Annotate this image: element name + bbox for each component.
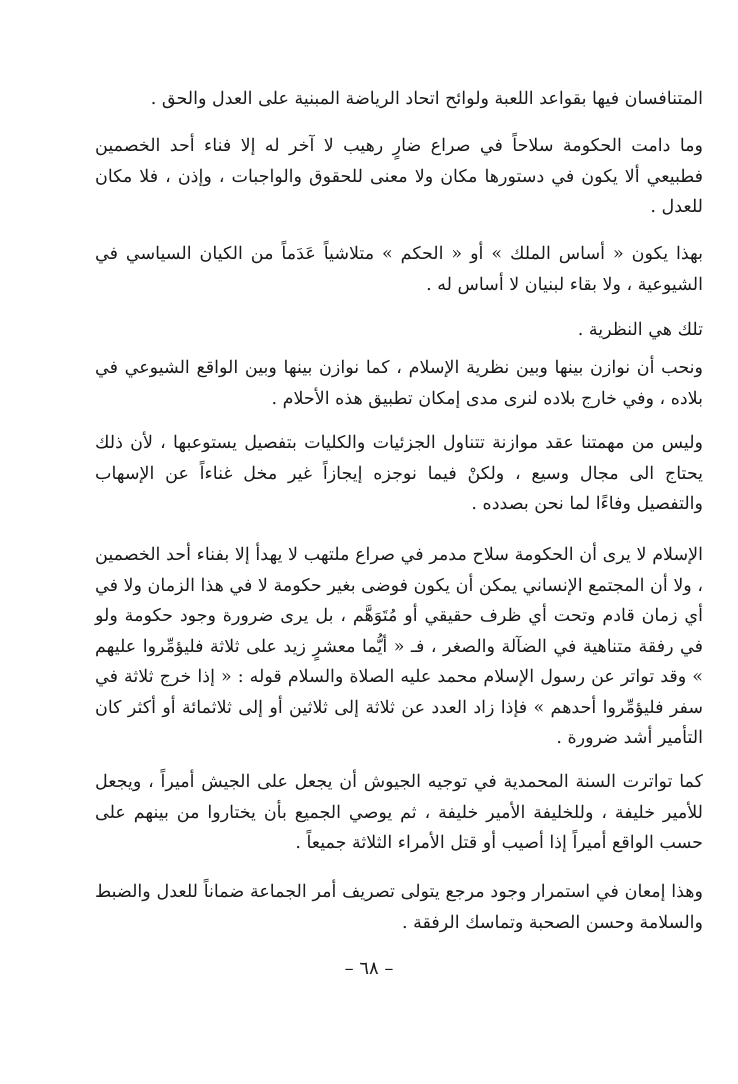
paragraph-5: ونحب أن نوازن بينها وبين نظرية الإسلام ، كما نوازن بينها وبين الواقع الشيوعي في بلاده ، وفي خارج بلاده لنرى مدى إمكان تطبيق هذه الأحلام . [95, 358, 703, 409]
paragraph-1: المتنافسان فيها بقواعد اللعبة ولوائح اتحاد الرياضة المبنية على العدل والحق . [150, 89, 703, 109]
paragraph-6: وليس من مهمتنا عقد موازنة تتناول الجزئيات والكليات بتفصيل يستوعبها ، لأن ذلك يحتاج الى مجال وسيع ، ولكنْ فيما نوجزه إيجازاً غير مخل غناءاً عن الإسهاب والتفصيل وفاءًا لما نحن بصدده . [95, 433, 703, 514]
paragraph-7: الإسلام لا يرى أن الحكومة سلاح مدمر في صراع ملتهب لا يهدأ إلا بفناء أحد الخصمين ، ولا أن المجتمع الإنساني يمكن أن يكون فوضى بغير حكومة لا في هذا الزمان ولا في أي زمان قادم وتحت أي ظرف حقيقي أو مُتَوَهَّم ، بل يرى ضرورة وجود حكومة ولو في رفقة متناهية في الضآلة والصغر ، فـ « أيُّما معشرٍ زيد على ثلاثة فليؤمِّروا عليهم » وقد تواتر عن رسول الإسلام محمد عليه الصلاة والسلام قوله : « إذا خرج ثلاثة في سفر فليؤمِّروا أحدهم » فإذا زاد العدد عن ثلاثة إلى ثلاثين أو إلى ثلاثمائة أو أكثر كان التأمير أشد ضرورة . [95, 545, 703, 748]
page-number: – ٦٨ – [344, 958, 394, 979]
paragraph-2: وما دامت الحكومة سلاحاً في صراع ضارٍ رهيب لا آخر له إلا فناء أحد الخصمين فطبيعي ألا يكون في دستورها مكان ولا معنى للحقوق والواجبات ، وإذن ، فلا مكان للعدل . [95, 136, 703, 217]
paragraph-3: بهذا يكون « أساس الملك » أو « الحكم » متلاشياً عَدَماً من الكيان السياسي في الشيوعية ، ولا بقاء لبنيان لا أساس له . [95, 244, 703, 295]
paragraph-4: تلك هي النظرية . [577, 320, 703, 340]
paragraph-9: وهذا إمعان في استمرار وجود مرجع يتولى تصريف أمر الجماعة ضماناً للعدل والضبط والسلامة وحسن الصحبة وتماسك الرفقة . [95, 882, 703, 933]
paragraph-8: كما تواترت السنة المحمدية في توجيه الجيوش أن يجعل على الجيش أميراً ، ويجعل للأمير خليفة ، وللخليفة الأمير خليفة ، ثم يوصي الجميع بأن يختاروا من بينهم على حسب الواقع أميراً إذا أصيب أو قتل الأمراء الثلاثة جميعاً . [95, 772, 703, 853]
